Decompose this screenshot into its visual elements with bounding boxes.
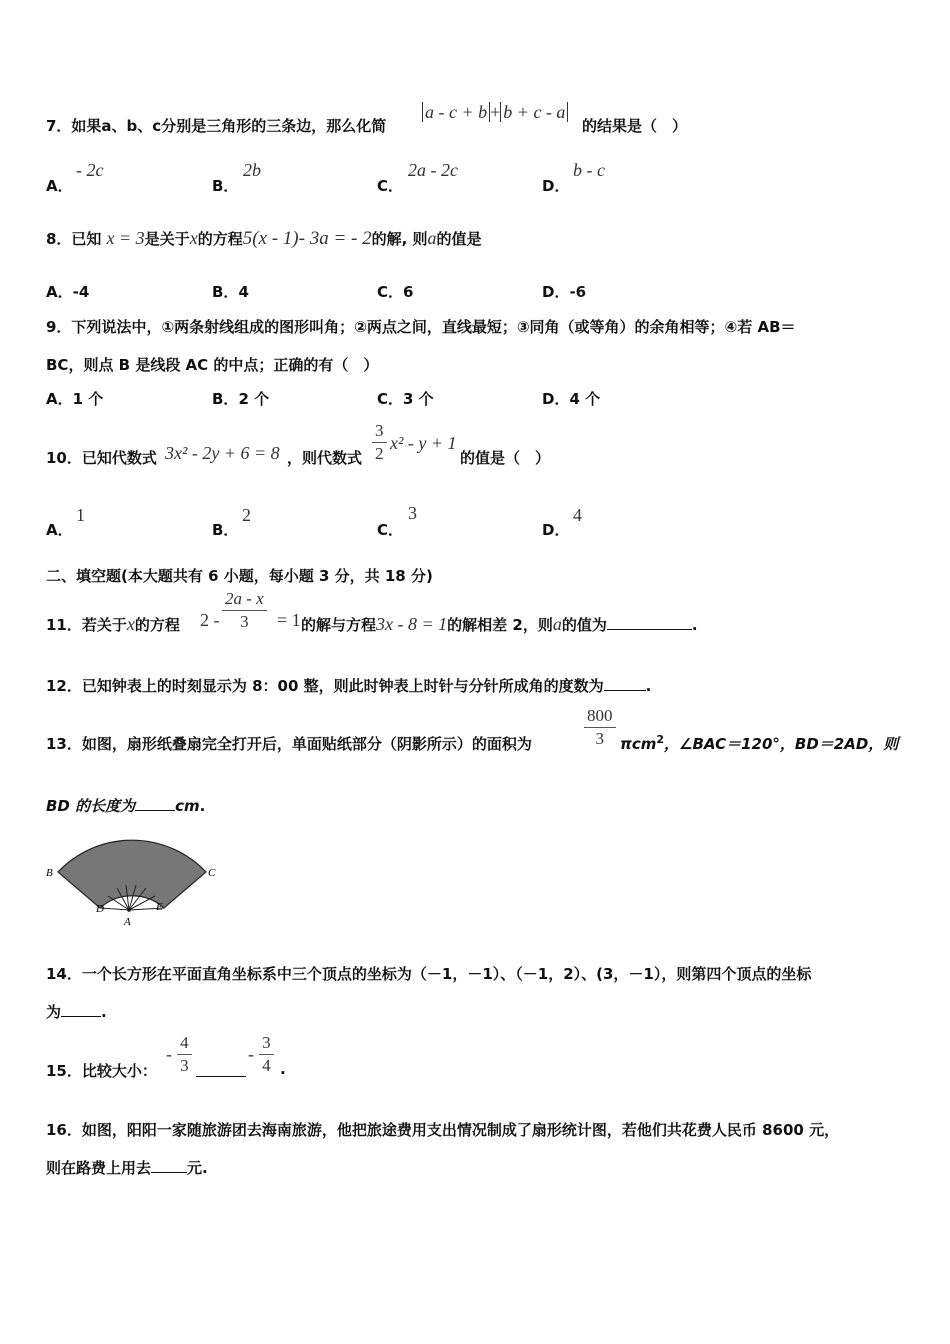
q14-line2: 为 . (46, 1003, 107, 1021)
fan-label-e: E (156, 901, 163, 913)
q11-answer-blank[interactable] (607, 617, 692, 630)
q7-plus: + (490, 102, 501, 122)
q15-answer-blank[interactable] (196, 1062, 246, 1081)
q8-stem: 8．已知 x = 3是关于x的方程5(x - 1)- 3a = - 2的解, 则a的值是 (46, 228, 482, 249)
q7-expression (422, 102, 568, 123)
q10-option-c[interactable]: C． (377, 521, 404, 539)
q8-option-c[interactable]: C．6 (377, 283, 414, 301)
q10-fraction: $\frac{3}{2}$ (372, 420, 387, 465)
q13-fraction: $\frac{800}{3}$ (584, 705, 616, 750)
q8-option-d[interactable]: D．-6 (542, 283, 587, 301)
q15-fraction-2: - $\frac{3}{4}$ (248, 1032, 274, 1077)
q7-tail: 的结果是（ ） (582, 117, 688, 135)
q9-option-b[interactable]: B．2 个 (212, 390, 270, 408)
q14-line1: 14．一个长方形在平面直角坐标系中三个顶点的坐标为（－1，－1）、（－1，2）、(3，－1），则第四个顶点的坐标 (46, 965, 812, 983)
q7-stem (46, 115, 386, 136)
q16-line1: 16．如图，阳阳一家随旅游团去海南旅游，他把旅途费用支出情况制成了扇形统计图，若他们共花费人民币 8600 元， (46, 1121, 840, 1139)
q11-eq: = 1 (277, 610, 301, 630)
q7-option-b-value: 2b (243, 160, 261, 180)
q10-option-b[interactable]: B． (212, 521, 239, 539)
q10-option-d-value: 4 (573, 505, 582, 525)
q9-option-c[interactable]: C．3 个 (377, 390, 434, 408)
q10-expr2: x² - y + 1 (390, 433, 457, 453)
q10-option-d[interactable]: D． (542, 521, 570, 539)
q12-answer-blank[interactable] (604, 678, 646, 691)
q10-mid: ，则代数式 (287, 449, 363, 467)
q7-option-c-value: 2a - 2c (408, 160, 458, 180)
q10-expr1: 3x² - 2y + 6 = 8 (165, 443, 280, 463)
q7-option-b[interactable]: B． (212, 177, 239, 195)
q8-eq1: x = 3 (106, 228, 145, 248)
q10-option-a[interactable]: A． (46, 521, 73, 539)
q8-option-b[interactable]: B．4 (212, 283, 249, 301)
q10-option-b-value: 2 (242, 505, 251, 525)
q7-option-c[interactable]: C． (377, 177, 404, 195)
fan-label-a: A (124, 916, 131, 928)
q15-end: . (280, 1060, 286, 1078)
q13-label: 13．如图，扇形纸叠扇完全打开后，单面贴纸部分（阴影所示）的面积为 (46, 735, 532, 753)
q7-option-a-value: - 2c (76, 160, 104, 180)
q7-label: 7．如果a、b、c分别是三角形的三条边，那么化简 (46, 117, 387, 135)
q15-fraction-1: - $\frac{4}{3}$ (166, 1032, 192, 1077)
q15-label: 15．比较大小： (46, 1062, 157, 1080)
fan-label-d: D (96, 903, 104, 915)
q7-option-d-value: b - c (573, 160, 605, 180)
q11-lead: 2 - (200, 610, 220, 630)
q11-stem-start: 11．若关于x的方程 (46, 614, 180, 634)
q11-fraction: $\frac{2a - x}{3}$ (222, 588, 267, 633)
q7-abs2: b + c - a (500, 102, 568, 122)
q13-answer-blank[interactable] (135, 798, 175, 811)
fan-label-b: B (46, 867, 53, 879)
q10-tail: 的值是（ ） (460, 449, 551, 467)
q12-stem: 12．已知钟表上的时刻显示为 8：00 整，则此时钟表上时针与分针所成角的度数为 . (46, 677, 652, 695)
fan-figure (40, 826, 230, 932)
q8-option-a[interactable]: A．-4 (46, 283, 90, 301)
q9-option-d[interactable]: D．4 个 (542, 390, 601, 408)
q10-label: 10．已知代数式 (46, 449, 157, 467)
q10-option-a-value: 1 (76, 505, 85, 525)
q16-line2: 则在路费上用去 元. (46, 1159, 208, 1177)
q8-equation: 5(x - 1)- 3a = - 2 (242, 228, 372, 249)
q13-rest: πcm$^2$，∠BAC＝120°，BD＝2AD，则 (620, 733, 899, 753)
fan-label-c: C (208, 867, 216, 879)
q14-answer-blank[interactable] (61, 1004, 101, 1017)
q7-abs1: a - c + b (422, 102, 490, 122)
q7-option-d[interactable]: D． (542, 177, 570, 195)
q9-line1: 9．下列说法中，①两条射线组成的图形叫角；②两点之间，直线最短；③同角（或等角）的余角相等；④若 AB＝ (46, 318, 796, 336)
q9-line2: BC，则点 B 是线段 AC 的中点；正确的有（ ） (46, 356, 379, 374)
q16-answer-blank[interactable] (151, 1160, 187, 1173)
q9-option-a[interactable]: A．1 个 (46, 390, 104, 408)
q10-option-c-value: 3 (408, 503, 417, 523)
section-title: 二、填空题(本大题共有 6 小题，每小题 3 分，共 18 分) (46, 567, 433, 585)
q13-line2: BD 的长度为 cm. (46, 797, 206, 815)
q11-stem-end: 的解与方程3x - 8 = 1的解相差 2，则a的值为 . (301, 614, 698, 634)
q7-option-a[interactable]: A． (46, 177, 73, 195)
